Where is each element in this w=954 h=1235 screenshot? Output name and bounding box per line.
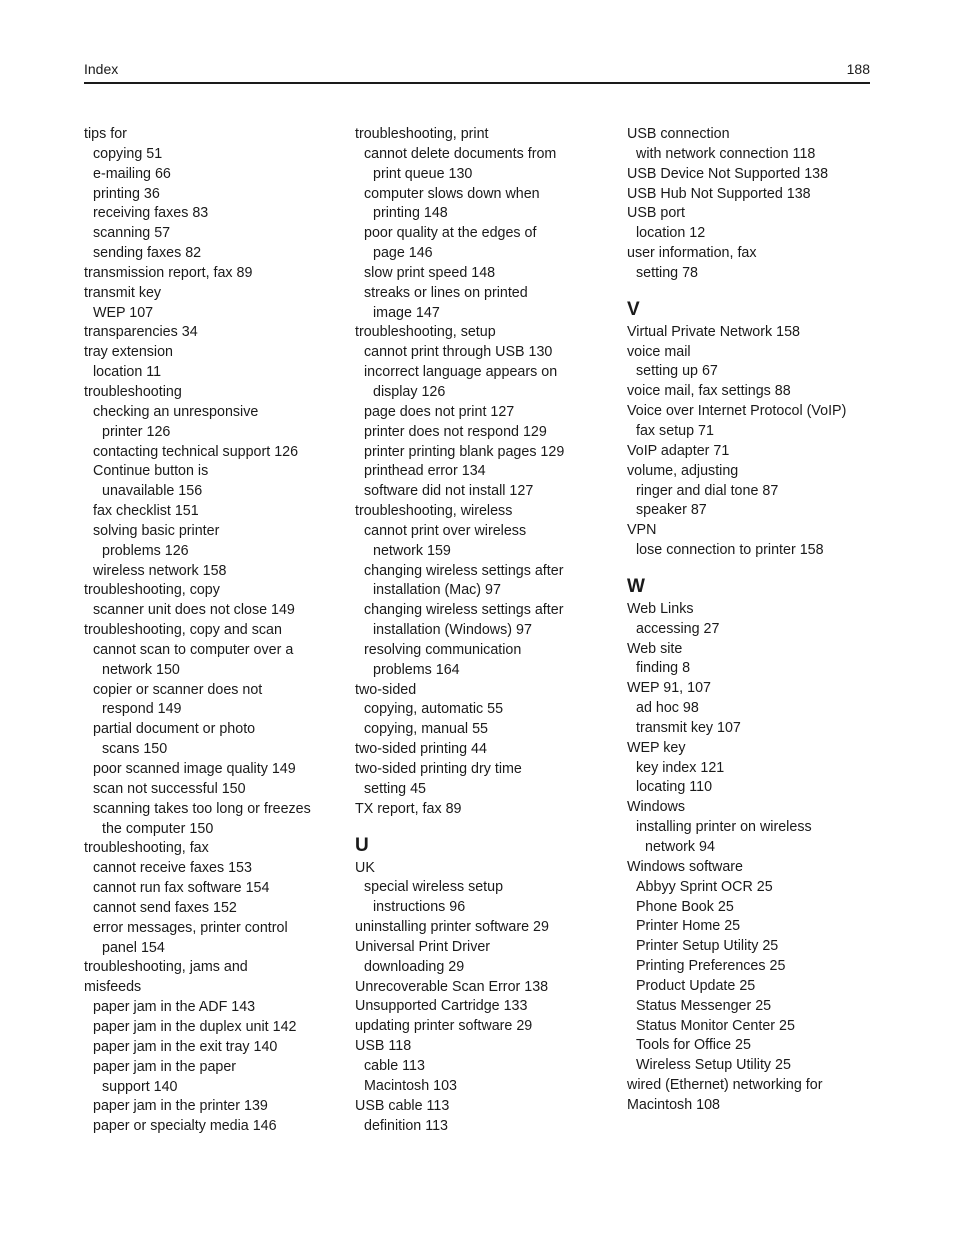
page-number: 188 — [846, 61, 870, 77]
index-subentry: definition 113 — [364, 1117, 448, 1134]
index-subentry: cable 113 — [364, 1057, 425, 1074]
index-subentry: display 126 — [373, 383, 446, 400]
index-subentry: the computer 150 — [102, 820, 214, 837]
index-subentry: Printer Setup Utility 25 — [636, 938, 779, 955]
index-subentry: setting 78 — [636, 264, 698, 281]
index-entry: UK — [355, 859, 375, 876]
index-column-3 — [627, 125, 887, 1116]
index-entry: tips for — [84, 126, 127, 142]
index-entry: Web Links — [627, 600, 694, 617]
index-subentry: Status Messenger 25 — [636, 997, 772, 1014]
index-subentry: Status Monitor Center 25 — [636, 1017, 795, 1034]
index-subentry: copier or scanner does not — [93, 681, 263, 698]
index-entry: volume, adjusting — [627, 462, 739, 479]
index-subentry: cannot send faxes 152 — [93, 899, 237, 916]
index-subentry: problems 164 — [373, 661, 460, 678]
index-subentry: changing wireless settings after — [364, 602, 564, 619]
index-subentry: wireless network 158 — [93, 562, 227, 579]
index-subentry: changing wireless settings after — [364, 562, 564, 579]
index-subentry: ringer and dial tone 87 — [636, 482, 779, 499]
index-subentry: copying, manual 55 — [364, 721, 488, 738]
index-subentry: paper jam in the printer 139 — [93, 1098, 268, 1115]
index-entry: WEP key — [627, 739, 686, 756]
index-subentry: printer printing blank pages 129 — [364, 443, 565, 460]
index-subentry: cannot delete documents from — [364, 145, 557, 162]
index-entry: troubleshooting, setup — [355, 324, 496, 341]
index-entry: tray extension — [84, 344, 174, 361]
index-subentry: accessing 27 — [636, 620, 720, 637]
index-subentry: installation (Windows) 97 — [373, 622, 532, 639]
index-entry: WEP 91, 107 — [627, 680, 711, 697]
index-entry: troubleshooting, jams and — [84, 959, 248, 976]
index-subentry: unavailable 156 — [102, 483, 203, 500]
page-header — [84, 60, 870, 84]
index-subentry: ad hoc 98 — [636, 700, 699, 717]
index-entry: two-sided — [355, 681, 417, 698]
index-subentry: solving basic printer — [93, 522, 220, 539]
index-subentry: network 159 — [373, 542, 451, 559]
index-subentry: printhead error 134 — [364, 463, 486, 480]
index-entry: Unrecoverable Scan Error 138 — [355, 978, 549, 995]
index-subentry: fax checklist 151 — [93, 503, 199, 520]
index-entry: Macintosh 108 — [627, 1096, 720, 1113]
index-subentry: streaks or lines on printed — [364, 284, 528, 301]
index-subentry: cannot receive faxes 153 — [93, 860, 252, 877]
index-subentry: page 146 — [373, 245, 433, 262]
index-entry: Virtual Private Network 158 — [627, 323, 800, 340]
index-subentry: error messages, printer control — [93, 919, 288, 936]
index-entry: misfeeds — [84, 979, 142, 996]
index-subentry: network 94 — [645, 839, 715, 855]
index-subentry: lose connection to printer 158 — [636, 542, 824, 559]
index-subentry: cannot run fax software 154 — [93, 880, 270, 897]
index-subentry: Product Update 25 — [636, 977, 756, 994]
index-subentry: setting up 67 — [636, 363, 718, 380]
index-subentry: cannot print over wireless — [364, 522, 527, 539]
section-title: Index — [84, 61, 119, 77]
index-entry: transmit key — [84, 284, 162, 301]
index-subentry: software did not install 127 — [364, 483, 534, 500]
index-subentry: Printer Home 25 — [636, 918, 741, 935]
index-entry: uninstalling printer software 29 — [355, 919, 549, 936]
index-subentry: printer 126 — [102, 423, 171, 440]
index-subentry: copying 51 — [93, 145, 163, 162]
index-subentry: Macintosh 103 — [364, 1077, 457, 1094]
index-subentry: Abbyy Sprint OCR 25 — [636, 878, 773, 895]
index-subentry: panel 154 — [102, 939, 165, 956]
index-subentry: cannot scan to computer over a — [93, 641, 294, 658]
index-entry: updating printer software 29 — [355, 1018, 533, 1035]
index-entry: troubleshooting, wireless — [355, 503, 513, 520]
index-subentry: Continue button is — [93, 463, 209, 480]
index-subentry: copying, automatic 55 — [364, 701, 504, 718]
index-subentry: special wireless setup — [364, 879, 504, 896]
index-entry: VPN — [627, 522, 657, 539]
index-subentry: speaker 87 — [636, 502, 707, 519]
index-entry: troubleshooting, print — [355, 126, 489, 142]
index-subentry: transmit key 107 — [636, 719, 741, 736]
index-subentry: checking an unresponsive — [93, 403, 259, 420]
index-subentry: scanning takes too long or freezes — [93, 800, 311, 817]
index-entry: USB Hub Not Supported 138 — [627, 185, 811, 202]
index-entry: voice mail, fax settings 88 — [627, 383, 791, 400]
index-subentry: downloading 29 — [364, 958, 465, 975]
index-subentry: poor quality at the edges of — [364, 225, 537, 242]
index-entry: TX report, fax 89 — [355, 800, 462, 817]
index-subentry: Phone Book 25 — [636, 898, 734, 915]
index-subentry: paper jam in the exit tray 140 — [93, 1038, 278, 1055]
index-entry: two-sided printing dry time — [355, 761, 522, 777]
index-entry: USB connection — [627, 126, 730, 142]
index-entry: USB cable 113 — [355, 1097, 450, 1114]
index-subentry: support 140 — [102, 1078, 178, 1095]
index-subentry: paper or specialty media 146 — [93, 1118, 277, 1135]
index-subentry: finding 8 — [636, 660, 691, 677]
index-subentry: with network connection 118 — [636, 145, 816, 162]
index-letter-heading: W — [627, 575, 645, 597]
index-subentry: page does not print 127 — [364, 403, 515, 420]
index-subentry: locating 110 — [636, 779, 713, 796]
index-entry: two-sided printing 44 — [355, 741, 487, 758]
index-subentry: problems 126 — [102, 542, 189, 559]
index-entry: wired (Ethernet) networking for — [627, 1077, 823, 1094]
index-subentry: slow print speed 148 — [364, 264, 496, 281]
index-subentry: resolving communication — [364, 641, 522, 658]
index-subentry: scan not successful 150 — [93, 780, 246, 797]
index-subentry: paper jam in the paper — [93, 1058, 237, 1075]
index-subentry: Wireless Setup Utility 25 — [636, 1057, 791, 1074]
index-subentry: instructions 96 — [373, 899, 466, 916]
index-subentry: paper jam in the duplex unit 142 — [93, 1018, 297, 1035]
index-subentry: printer does not respond 129 — [364, 423, 547, 440]
index-letter-heading: U — [355, 834, 369, 856]
index-subentry: sending faxes 82 — [93, 245, 202, 262]
index-subentry: Printing Preferences 25 — [636, 958, 786, 975]
index-subentry: key index 121 — [636, 759, 725, 776]
index-subentry: e-mailing 66 — [93, 165, 171, 182]
index-letter-heading: V — [627, 298, 640, 320]
index-column-2 — [355, 125, 615, 1136]
index-entry: USB Device Not Supported 138 — [627, 165, 829, 182]
index-subentry: location 12 — [636, 225, 706, 242]
index-entry: USB 118 — [355, 1038, 412, 1055]
index-entry: Voice over Internet Protocol (VoIP) — [627, 403, 847, 420]
index-subentry: scanner unit does not close 149 — [93, 602, 295, 619]
index-entry: Windows — [627, 799, 685, 816]
index-entry: transparencies 34 — [84, 324, 198, 341]
index-entry: troubleshooting, copy — [84, 582, 220, 599]
index-subentry: location 11 — [93, 364, 162, 381]
index-subentry: print queue 130 — [373, 165, 473, 182]
index-entry: VoIP adapter 71 — [627, 442, 730, 459]
index-entry: USB port — [627, 205, 686, 222]
index-subentry: cannot print through USB 130 — [364, 344, 553, 361]
index-subentry: scanning 57 — [93, 225, 171, 242]
index-subentry: paper jam in the ADF 143 — [93, 999, 256, 1016]
index-subentry: contacting technical support 126 — [93, 443, 299, 460]
index-column-1 — [84, 125, 334, 1137]
index-subentry: poor scanned image quality 149 — [93, 761, 296, 777]
index-entry: Universal Print Driver — [355, 938, 491, 955]
index-entry: troubleshooting, fax — [84, 840, 209, 857]
index-subentry: WEP 107 — [93, 304, 154, 321]
index-subentry: scans 150 — [102, 741, 168, 758]
index-entry: troubleshooting, copy and scan — [84, 622, 282, 639]
index-entry: voice mail — [627, 343, 691, 360]
index-entry: transmission report, fax 89 — [84, 264, 253, 281]
index-subentry: partial document or photo — [93, 721, 256, 738]
index-subentry: receiving faxes 83 — [93, 205, 209, 222]
index-subentry: respond 149 — [102, 701, 182, 718]
index-entry: Windows software — [627, 858, 744, 875]
index-subentry: fax setup 71 — [636, 422, 714, 439]
index-subentry: network 150 — [102, 661, 180, 678]
index-entry: Unsupported Cartridge 133 — [355, 998, 528, 1015]
index-subentry: incorrect language appears on — [364, 364, 558, 381]
index-subentry: installing printer on wireless — [636, 819, 812, 836]
index-subentry: printing 36 — [93, 185, 160, 202]
index-subentry: installation (Mac) 97 — [373, 582, 501, 599]
index-subentry: setting 45 — [364, 780, 426, 797]
index-entry: troubleshooting — [84, 383, 182, 400]
index-entry: Web site — [627, 640, 683, 657]
index-subentry: printing 148 — [373, 205, 448, 222]
index-subentry: image 147 — [373, 304, 440, 321]
index-entry: user information, fax — [627, 245, 757, 262]
index-subentry: computer slows down when — [364, 185, 540, 202]
index-subentry: Tools for Office 25 — [636, 1037, 751, 1054]
